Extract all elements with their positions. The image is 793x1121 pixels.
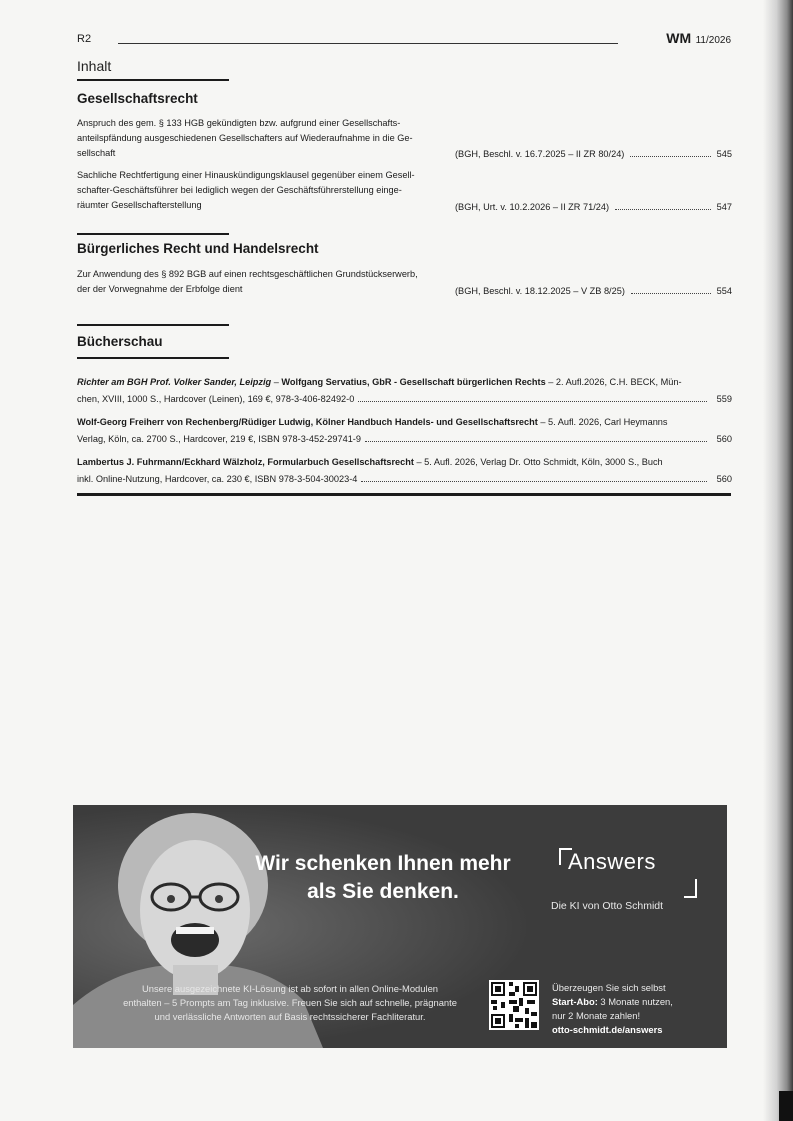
citation-text: (BGH, Beschl. v. 18.12.2025 – V ZB 8/25) bbox=[455, 286, 625, 296]
entry-line: Zur Anwendung des § 892 BGB auf einen rechtsgeschäftlichen Grundstückserwerb, bbox=[77, 269, 418, 279]
page-edge-shadow bbox=[763, 0, 793, 1121]
entry-line: der der Vorwegnahme der Erbfolge dient bbox=[77, 284, 243, 294]
leader-dots bbox=[361, 480, 706, 482]
book-line bbox=[77, 471, 732, 488]
book-reviewer: Richter am BGH Prof. Volker Sander, Leipzig bbox=[77, 377, 272, 387]
page-number: 545 bbox=[716, 149, 732, 159]
cta-line: nur 2 Monate zahlen! bbox=[552, 1010, 641, 1021]
ad-headline bbox=[223, 850, 543, 906]
advertisement-banner[interactable] bbox=[73, 805, 727, 1048]
book-line bbox=[77, 374, 732, 391]
answers-logo: Answers bbox=[568, 849, 656, 874]
book-details: – 5. Aufl. 2026, Verlag Dr. Otto Schmidt, Köln, 3000 S., Buch bbox=[413, 457, 663, 467]
book-review-entry[interactable] bbox=[77, 414, 732, 448]
ad-body-text bbox=[85, 982, 495, 1024]
leader-dots bbox=[365, 440, 707, 442]
leader-dots bbox=[631, 292, 711, 294]
section-rule bbox=[77, 357, 229, 359]
entry-line: sellschaft bbox=[77, 148, 116, 158]
leader-dots bbox=[630, 155, 710, 157]
book-line bbox=[77, 454, 732, 471]
section-rule bbox=[77, 233, 229, 235]
ad-tagline: Die KI von Otto Schmidt bbox=[551, 900, 664, 912]
book-line bbox=[77, 414, 732, 431]
contents-entry bbox=[77, 168, 437, 213]
entry-citation[interactable] bbox=[455, 149, 732, 159]
book-title: Wolf-Georg Freiherr von Rechenberg/Rüdiger Ludwig, Kölner Handbuch Handels- und Gesellschaftsrecht bbox=[77, 417, 538, 427]
ad-body-line: und verlässliche Antworten auf Basis rechtssicherer Fachliteratur. bbox=[154, 1011, 426, 1022]
book-details: – 5. Aufl. 2026, Carl Heymanns bbox=[537, 417, 668, 427]
entry-citation[interactable] bbox=[455, 286, 732, 296]
cta-start-text: 3 Monate nutzen, bbox=[597, 996, 673, 1007]
ad-body-line: enthalten – 5 Prompts am Tag inklusive. Freuen Sie sich auf schnelle, prägnante bbox=[123, 997, 457, 1008]
section-title-buergerliches-recht: Bürgerliches Recht und Handelsrecht bbox=[77, 241, 319, 256]
citation-text: (BGH, Urt. v. 10.2.2026 – II ZR 71/24) bbox=[455, 202, 610, 212]
page-number: 559 bbox=[716, 394, 732, 404]
contents-end-rule bbox=[77, 493, 731, 496]
leader-dots bbox=[358, 400, 706, 402]
book-details: – 2. Aufl.2026, C.H. BECK, Mün- bbox=[545, 377, 682, 387]
entry-line: Sachliche Rechtfertigung einer Hinauskündigungsklausel gegenüber einem Gesell- bbox=[77, 170, 415, 180]
page-number: 554 bbox=[716, 286, 732, 296]
entry-line: anteilspfändung ausgeschiedenen Gesellschafters auf Wiederaufnahme in die Ge- bbox=[77, 133, 413, 143]
journal-name: WM bbox=[666, 30, 692, 46]
book-details: inkl. Online-Nutzung, Hardcover, ca. 230 €, ISBN 978-3-504-30023-4 bbox=[77, 474, 358, 484]
book-title: Lambertus J. Fuhrmann/Eckhard Wälzholz, Formularbuch Gesellschaftsrecht bbox=[77, 457, 414, 467]
book-review-entry[interactable] bbox=[77, 454, 732, 488]
page-label: R2 bbox=[77, 33, 92, 45]
entry-line: Anspruch des gem. § 133 HGB gekündigten bzw. aufgrund einer Gesellschafts- bbox=[77, 118, 401, 128]
ad-call-to-action bbox=[552, 981, 673, 1037]
ad-headline-line: als Sie denken. bbox=[307, 880, 459, 903]
section-rule bbox=[77, 324, 229, 326]
book-details: Verlag, Köln, ca. 2700 S., Hardcover, 219 €, ISBN 978-3-452-29741-9 bbox=[77, 434, 361, 444]
header-rule bbox=[118, 43, 618, 44]
contents-entry bbox=[77, 116, 437, 161]
book-title: Wolfgang Servatius, GbR - Gesellschaft bürgerlichen Rechts bbox=[281, 377, 546, 387]
cta-line: Überzeugen Sie sich selbst bbox=[552, 982, 666, 993]
page-corner-shadow bbox=[779, 1091, 793, 1121]
cta-url: otto-schmidt.de/answers bbox=[552, 1024, 663, 1035]
book-details: chen, XVIII, 1000 S., Hardcover (Leinen), 169 €, 978-3-406-82492-0 bbox=[77, 394, 355, 404]
page-number: 560 bbox=[716, 434, 732, 444]
ad-body-line: Unsere ausgezeichnete KI-Lösung ist ab sofort in allen Online-Modulen bbox=[141, 983, 438, 994]
qr-code-icon[interactable] bbox=[489, 980, 539, 1030]
book-line bbox=[77, 391, 732, 408]
section-title-buecherschau: Bücherschau bbox=[77, 334, 163, 349]
cta-url-link[interactable] bbox=[552, 1023, 673, 1037]
ad-headline-line: Wir schenken Ihnen mehr bbox=[255, 852, 511, 875]
book-dash: – bbox=[271, 377, 282, 387]
page-number: 560 bbox=[716, 474, 732, 484]
entry-citation[interactable] bbox=[455, 202, 732, 212]
entry-line: schafter-Geschäftsführer bei lediglich wegen der Geschäftsführerstellung einge- bbox=[77, 185, 402, 195]
book-line bbox=[77, 431, 732, 448]
page-number: 547 bbox=[716, 202, 732, 212]
journal-issue bbox=[666, 30, 731, 48]
entry-line: räumter Gesellschafterstellung bbox=[77, 200, 202, 210]
issue-number: 11/2026 bbox=[695, 35, 731, 46]
cta-start-label: Start-Abo: bbox=[552, 996, 598, 1007]
book-review-entry[interactable] bbox=[77, 374, 732, 408]
leader-dots bbox=[615, 208, 711, 210]
section-rule bbox=[77, 79, 229, 81]
contents-heading: Inhalt bbox=[77, 58, 112, 74]
citation-text: (BGH, Beschl. v. 16.7.2025 – II ZR 80/24) bbox=[455, 149, 625, 159]
contents-entry bbox=[77, 267, 437, 297]
cta-line bbox=[552, 995, 673, 1009]
section-title-gesellschaftsrecht: Gesellschaftsrecht bbox=[77, 91, 198, 106]
